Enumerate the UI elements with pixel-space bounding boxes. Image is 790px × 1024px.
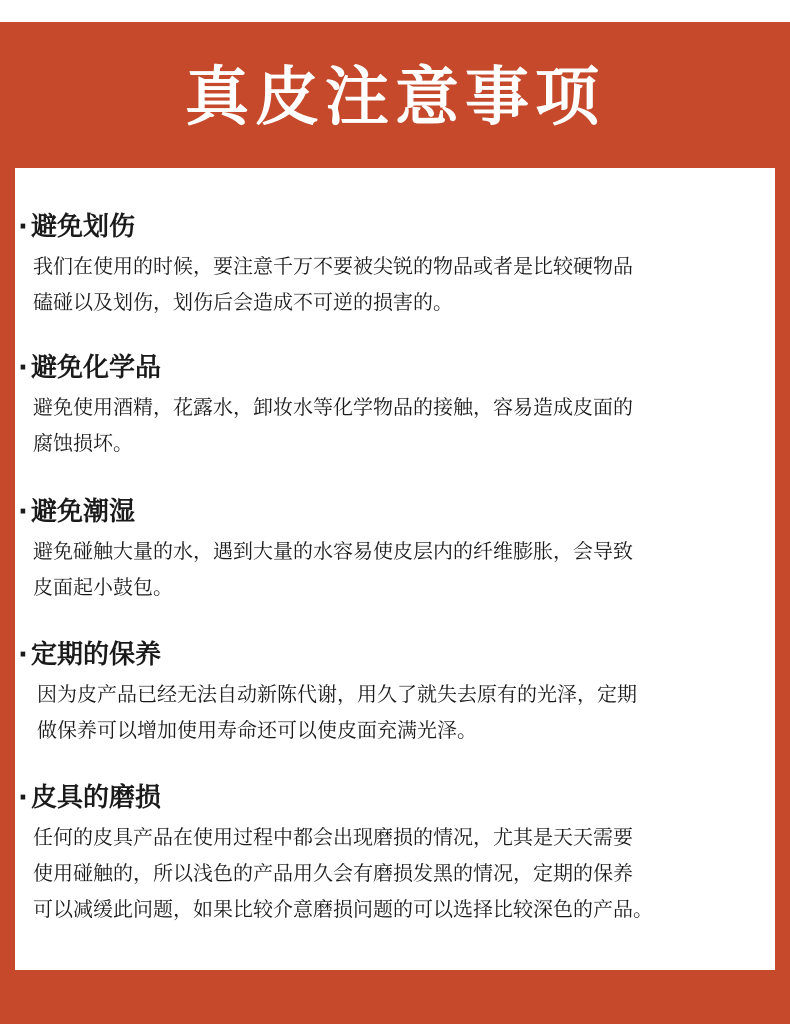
content-panel [15,168,775,970]
section-title-text: 避免划伤 [31,212,136,242]
right-border [775,168,790,970]
section-line: 可以减缓此问题，如果比较介意磨损问题的可以选择比较深色的产品。 [33,897,653,921]
section-line: 避免使用酒精，花露水，卸妆水等化学物品的接触，容易造成皮面的 [33,395,633,419]
section-title [15,781,161,815]
section-title-text: 定期的保养 [31,640,162,670]
section-body [33,389,633,461]
section-line: 腐蚀损坏。 [33,431,133,455]
section-line: 任何的皮具产品在使用过程中都会出现磨损的情况，尤其是天天需要 [33,825,633,849]
header-banner [0,22,790,168]
section-title-text: 避免化学品 [31,353,162,383]
section-title-text: 避免潮湿 [31,497,136,527]
bullet-dot: · [18,212,28,242]
section-line: 磕碰以及划伤，划伤后会造成不可逆的损害的。 [33,290,453,314]
section-body [33,533,633,605]
top-margin [0,0,790,22]
section-title [15,210,135,244]
left-border [0,168,15,970]
bullet-dot: · [18,640,28,670]
section-line: 皮面起小鼓包。 [33,575,173,599]
section-title [15,351,161,385]
section-title-text: 皮具的磨损 [31,783,162,813]
footer-band [0,970,790,1024]
section-line: 因为皮产品已经无法自动新陈代谢，用久了就失去原有的光泽，定期 [37,682,637,706]
bullet-dot: · [18,353,28,383]
bullet-dot: · [18,783,28,813]
section-body [33,819,653,927]
section-body [37,676,637,748]
section-title [15,638,161,672]
section-body [33,248,633,320]
section-line: 使用碰触的，所以浅色的产品用久会有磨损发黑的情况，定期的保养 [33,861,633,885]
bullet-dot: · [18,497,28,527]
page-title: 真皮注意事项 [185,61,605,135]
section-line: 避免碰触大量的水，遇到大量的水容易使皮层内的纤维膨胀，会导致 [33,539,633,563]
section-line: 我们在使用的时候，要注意千万不要被尖锐的物品或者是比较硬物品 [33,254,633,278]
section-line: 做保养可以增加使用寿命还可以使皮面充满光泽。 [37,718,477,742]
section-title [15,495,135,529]
